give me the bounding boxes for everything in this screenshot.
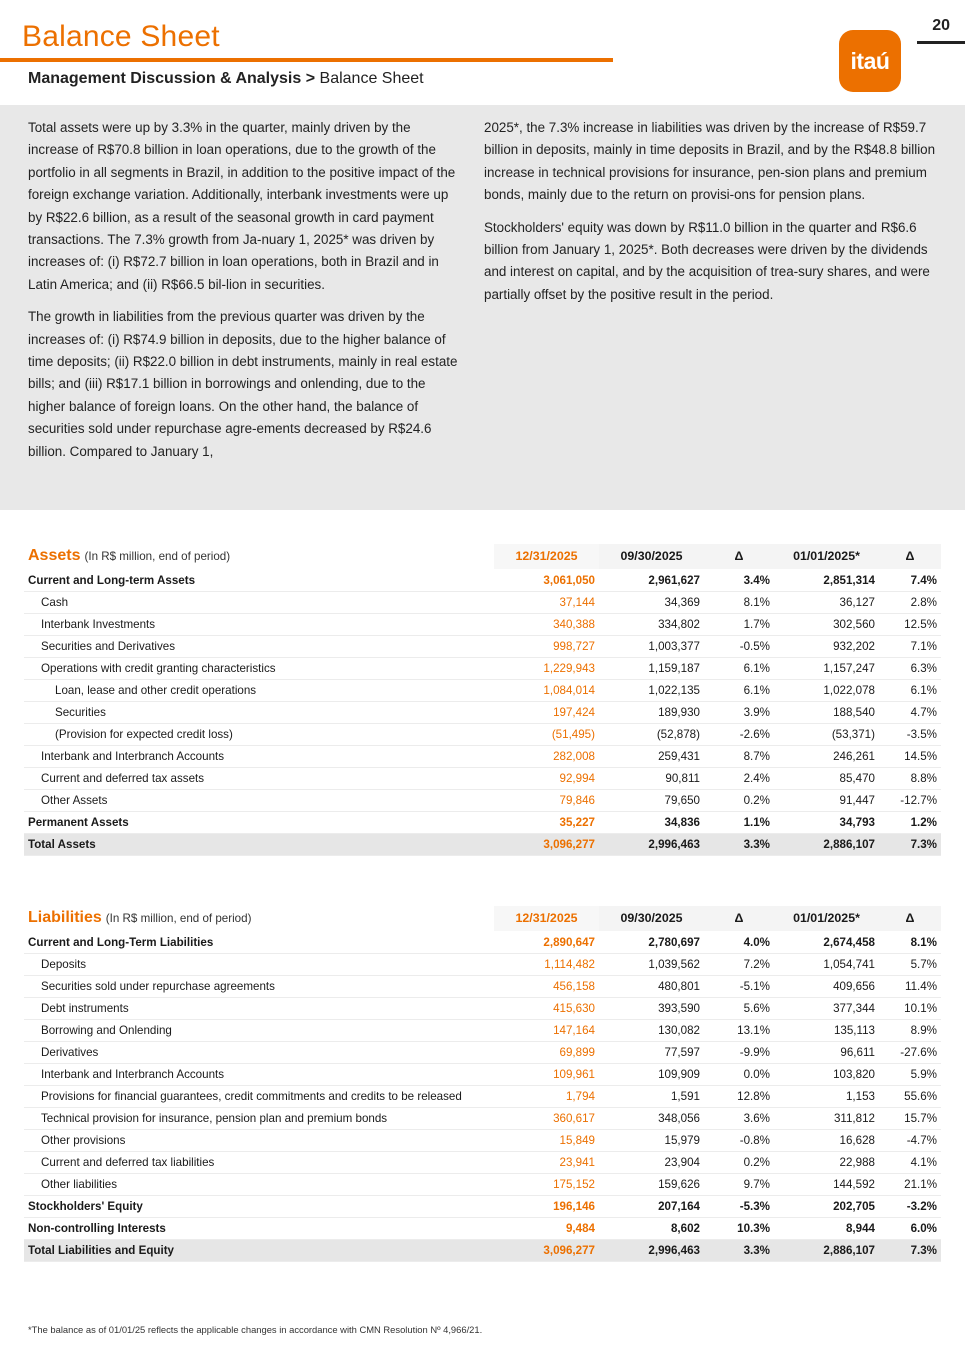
table-row bbox=[24, 767, 941, 789]
value-cell: 7.3% bbox=[879, 1239, 941, 1261]
value-cell: -0.5% bbox=[704, 635, 774, 657]
assets-table bbox=[24, 544, 941, 856]
value-cell: 259,431 bbox=[599, 745, 704, 767]
row-label: Non-controlling Interests bbox=[24, 1217, 494, 1239]
table-title-cell bbox=[24, 544, 494, 569]
value-cell: 0.0% bbox=[704, 1063, 774, 1085]
table-row bbox=[24, 997, 941, 1019]
table-header-row bbox=[24, 906, 941, 931]
value-cell: 91,447 bbox=[774, 789, 879, 811]
value-cell: 2,674,458 bbox=[774, 931, 879, 953]
row-label: Other liabilities bbox=[24, 1173, 494, 1195]
value-cell: 3.6% bbox=[704, 1107, 774, 1129]
table-row bbox=[24, 1107, 941, 1129]
table-row bbox=[24, 613, 941, 635]
value-cell: 334,802 bbox=[599, 613, 704, 635]
paragraph: The growth in liabilities from the previous quarter was driven by the increases of: (i) R$74.9 billion in deposits, due to the higher balance of time deposits; (ii) R$22.0 billion in debt instruments, mainly in real estate bills; and (iii) R$17.1 billion in borrowings and onlending, due to the higher balance of foreign loans. On the other hand, the balance of securities sold under repurchase agre-ements decreased by R$24.6 billion. Compared to January 1, bbox=[28, 309, 458, 459]
value-cell: 1,591 bbox=[599, 1085, 704, 1107]
row-label: Securities bbox=[24, 701, 494, 723]
value-cell: 109,909 bbox=[599, 1063, 704, 1085]
value-cell: 207,164 bbox=[599, 1195, 704, 1217]
row-label: Permanent Assets bbox=[24, 811, 494, 833]
column-header: 12/31/2025 bbox=[494, 906, 599, 931]
value-cell: 55.6% bbox=[879, 1085, 941, 1107]
value-cell: 79,846 bbox=[494, 789, 599, 811]
value-cell: 8.1% bbox=[879, 931, 941, 953]
row-label: Provisions for financial guarantees, credit commitments and credits to be released bbox=[24, 1085, 494, 1107]
column-header: Δ bbox=[704, 544, 774, 569]
table-row bbox=[24, 635, 941, 657]
column-header: Δ bbox=[879, 544, 941, 569]
value-cell: 10.3% bbox=[704, 1217, 774, 1239]
value-cell: 2,851,314 bbox=[774, 569, 879, 591]
value-cell: 23,904 bbox=[599, 1151, 704, 1173]
value-cell: 37,144 bbox=[494, 591, 599, 613]
row-label: Technical provision for insurance, pension plan and premium bonds bbox=[24, 1107, 494, 1129]
value-cell: 34,793 bbox=[774, 811, 879, 833]
paragraph: 2025*, the 7.3% increase in liabilities was driven by the increase of R$59.7 billion in deposits, mainly in time deposits in Brazil, and by the R$48.8 billion increase in technical provisions for insurance, pen-sion plans and premium bonds, mainly due to the return on provisi-ons for pension plans. bbox=[484, 120, 936, 203]
value-cell: 15,979 bbox=[599, 1129, 704, 1151]
value-cell: 36,127 bbox=[774, 591, 879, 613]
column-header: 12/31/2025 bbox=[494, 544, 599, 569]
paragraph: Total assets were up by 3.3% in the quarter, mainly driven by the increase of R$70.8 billion in loan operations, due to the growth of the portfolio in all segments in Brazil, in addition to the positive impact of the foreign exchange variation. Additionally, interbank investments were up by R$22.6 billion, as a result of the seasonal growth in card payment transactions. The 7.3% growth from Ja-nuary 1, 2025* was driven by increases of: (i) R$72.7 billion in loan operations, both in Brazil and in Latin America; and (ii) R$66.5 bil-lion in securities. bbox=[28, 120, 456, 292]
table-row bbox=[24, 701, 941, 723]
value-cell: 9,484 bbox=[494, 1217, 599, 1239]
row-label: Current and deferred tax assets bbox=[24, 767, 494, 789]
value-cell: 7.4% bbox=[879, 569, 941, 591]
value-cell: -27.6% bbox=[879, 1041, 941, 1063]
value-cell: 135,113 bbox=[774, 1019, 879, 1041]
value-cell: 175,152 bbox=[494, 1173, 599, 1195]
value-cell: 9.7% bbox=[704, 1173, 774, 1195]
value-cell: 2,961,627 bbox=[599, 569, 704, 591]
value-cell: 3.4% bbox=[704, 569, 774, 591]
value-cell: 2,780,697 bbox=[599, 931, 704, 953]
value-cell: 6.1% bbox=[704, 679, 774, 701]
column-header: 01/01/2025* bbox=[774, 906, 879, 931]
value-cell: 3,061,050 bbox=[494, 569, 599, 591]
row-label: (Provision for expected credit loss) bbox=[24, 723, 494, 745]
value-cell: 6.1% bbox=[879, 679, 941, 701]
page-title: Balance Sheet bbox=[22, 20, 220, 53]
value-cell: 5.9% bbox=[879, 1063, 941, 1085]
value-cell: 3.3% bbox=[704, 833, 774, 855]
table-row bbox=[24, 1063, 941, 1085]
value-cell: 96,611 bbox=[774, 1041, 879, 1063]
value-cell: 0.2% bbox=[704, 1151, 774, 1173]
paragraph: Stockholders' equity was down by R$11.0 billion in the quarter and R$6.6 billion from January 1, 2025*. Both decreases were driven by the dividends and interest on capital, and by the acquisition of trea-sury shares, and were partially offset by the positive result in the period. bbox=[484, 219, 930, 302]
liabilities-table bbox=[24, 906, 941, 1262]
value-cell: 3,096,277 bbox=[494, 833, 599, 855]
value-cell: 8.1% bbox=[704, 591, 774, 613]
value-cell: 409,656 bbox=[774, 975, 879, 997]
table-row bbox=[24, 975, 941, 997]
value-cell: 393,590 bbox=[599, 997, 704, 1019]
value-cell: 480,801 bbox=[599, 975, 704, 997]
value-cell: 22,988 bbox=[774, 1151, 879, 1173]
commentary-left-column bbox=[28, 117, 460, 473]
table-row bbox=[24, 679, 941, 701]
row-label: Cash bbox=[24, 591, 494, 613]
row-label: Current and Long-term Assets bbox=[24, 569, 494, 591]
column-header: 09/30/2025 bbox=[599, 906, 704, 931]
value-cell: 998,727 bbox=[494, 635, 599, 657]
table-row bbox=[24, 789, 941, 811]
value-cell: 109,961 bbox=[494, 1063, 599, 1085]
value-cell: 23,941 bbox=[494, 1151, 599, 1173]
value-cell: 189,930 bbox=[599, 701, 704, 723]
value-cell: 85,470 bbox=[774, 767, 879, 789]
table-row bbox=[24, 1239, 941, 1261]
value-cell: 1,157,247 bbox=[774, 657, 879, 679]
value-cell: 1,039,562 bbox=[599, 953, 704, 975]
table-row bbox=[24, 657, 941, 679]
value-cell: 15.7% bbox=[879, 1107, 941, 1129]
row-label: Interbank and Interbranch Accounts bbox=[24, 1063, 494, 1085]
value-cell: 311,812 bbox=[774, 1107, 879, 1129]
section-title: Liabilities bbox=[28, 909, 102, 927]
row-label: Loan, lease and other credit operations bbox=[24, 679, 494, 701]
value-cell: 1,022,078 bbox=[774, 679, 879, 701]
page-number-underline bbox=[917, 41, 965, 44]
value-cell: 34,369 bbox=[599, 591, 704, 613]
row-label: Total Assets bbox=[24, 833, 494, 855]
value-cell: 196,146 bbox=[494, 1195, 599, 1217]
value-cell: -3.2% bbox=[879, 1195, 941, 1217]
value-cell: 1,022,135 bbox=[599, 679, 704, 701]
table-row bbox=[24, 953, 941, 975]
row-label: Deposits bbox=[24, 953, 494, 975]
value-cell: 79,650 bbox=[599, 789, 704, 811]
value-cell: 932,202 bbox=[774, 635, 879, 657]
value-cell: -4.7% bbox=[879, 1129, 941, 1151]
value-cell: 188,540 bbox=[774, 701, 879, 723]
value-cell: 2,886,107 bbox=[774, 833, 879, 855]
row-label: Interbank Investments bbox=[24, 613, 494, 635]
section-title: Assets bbox=[28, 547, 81, 565]
table-row bbox=[24, 569, 941, 591]
value-cell: -2.6% bbox=[704, 723, 774, 745]
table-row bbox=[24, 591, 941, 613]
value-cell: (52,878) bbox=[599, 723, 704, 745]
row-label: Other Assets bbox=[24, 789, 494, 811]
row-label: Borrowing and Onlending bbox=[24, 1019, 494, 1041]
table-row bbox=[24, 1151, 941, 1173]
value-cell: -5.1% bbox=[704, 975, 774, 997]
value-cell: 1,229,943 bbox=[494, 657, 599, 679]
breadcrumb-separator: > bbox=[305, 70, 316, 87]
itau-logo-icon: itaú bbox=[839, 30, 901, 92]
table-row bbox=[24, 1173, 941, 1195]
value-cell: 16,628 bbox=[774, 1129, 879, 1151]
value-cell: 12.8% bbox=[704, 1085, 774, 1107]
value-cell: 1.1% bbox=[704, 811, 774, 833]
commentary-panel bbox=[0, 105, 965, 510]
value-cell: 6.0% bbox=[879, 1217, 941, 1239]
value-cell: 35,227 bbox=[494, 811, 599, 833]
value-cell: 2.8% bbox=[879, 591, 941, 613]
value-cell: 15,849 bbox=[494, 1129, 599, 1151]
table-row bbox=[24, 1217, 941, 1239]
table-row bbox=[24, 745, 941, 767]
value-cell: 1,084,014 bbox=[494, 679, 599, 701]
value-cell: -9.9% bbox=[704, 1041, 774, 1063]
value-cell: 7.1% bbox=[879, 635, 941, 657]
value-cell: 456,158 bbox=[494, 975, 599, 997]
value-cell: 2,996,463 bbox=[599, 1239, 704, 1261]
breadcrumb-section: Management Discussion & Analysis bbox=[28, 70, 302, 87]
value-cell: 8.7% bbox=[704, 745, 774, 767]
table-row bbox=[24, 723, 941, 745]
value-cell: 340,388 bbox=[494, 613, 599, 635]
value-cell: 14.5% bbox=[879, 745, 941, 767]
table-row bbox=[24, 833, 941, 855]
value-cell: 3.9% bbox=[704, 701, 774, 723]
section-unit-note: (In R$ million, end of period) bbox=[84, 550, 231, 564]
row-label: Interbank and Interbranch Accounts bbox=[24, 745, 494, 767]
value-cell: 10.1% bbox=[879, 997, 941, 1019]
value-cell: 246,261 bbox=[774, 745, 879, 767]
value-cell: 1,153 bbox=[774, 1085, 879, 1107]
value-cell: 2.4% bbox=[704, 767, 774, 789]
value-cell: 90,811 bbox=[599, 767, 704, 789]
breadcrumb-page: Balance Sheet bbox=[319, 70, 424, 87]
value-cell: 11.4% bbox=[879, 975, 941, 997]
row-label: Total Liabilities and Equity bbox=[24, 1239, 494, 1261]
footnote: *The balance as of 01/01/25 reflects the applicable changes in accordance with CMN Resolution Nº 4,966/21. bbox=[28, 1324, 483, 1335]
value-cell: 144,592 bbox=[774, 1173, 879, 1195]
value-cell: 2,886,107 bbox=[774, 1239, 879, 1261]
value-cell: 8,944 bbox=[774, 1217, 879, 1239]
value-cell: 415,630 bbox=[494, 997, 599, 1019]
value-cell: 1,159,187 bbox=[599, 657, 704, 679]
value-cell: 21.1% bbox=[879, 1173, 941, 1195]
table-row bbox=[24, 1085, 941, 1107]
value-cell: 4.1% bbox=[879, 1151, 941, 1173]
value-cell: 282,008 bbox=[494, 745, 599, 767]
table-title-cell bbox=[24, 906, 494, 931]
value-cell: 1,794 bbox=[494, 1085, 599, 1107]
value-cell: 6.3% bbox=[879, 657, 941, 679]
value-cell: 5.6% bbox=[704, 997, 774, 1019]
value-cell: 7.3% bbox=[879, 833, 941, 855]
value-cell: 103,820 bbox=[774, 1063, 879, 1085]
row-label: Current and Long-Term Liabilities bbox=[24, 931, 494, 953]
value-cell: -3.5% bbox=[879, 723, 941, 745]
value-cell: 69,899 bbox=[494, 1041, 599, 1063]
column-header: Δ bbox=[704, 906, 774, 931]
value-cell: 2,996,463 bbox=[599, 833, 704, 855]
value-cell: 360,617 bbox=[494, 1107, 599, 1129]
value-cell: 1.7% bbox=[704, 613, 774, 635]
value-cell: 0.2% bbox=[704, 789, 774, 811]
value-cell: 159,626 bbox=[599, 1173, 704, 1195]
value-cell: 5.7% bbox=[879, 953, 941, 975]
row-label: Stockholders' Equity bbox=[24, 1195, 494, 1217]
value-cell: 13.1% bbox=[704, 1019, 774, 1041]
value-cell: 147,164 bbox=[494, 1019, 599, 1041]
value-cell: 3.3% bbox=[704, 1239, 774, 1261]
value-cell: 130,082 bbox=[599, 1019, 704, 1041]
value-cell: 8,602 bbox=[599, 1217, 704, 1239]
value-cell: 348,056 bbox=[599, 1107, 704, 1129]
column-header: Δ bbox=[879, 906, 941, 931]
value-cell: 2,890,647 bbox=[494, 931, 599, 953]
value-cell: 92,994 bbox=[494, 767, 599, 789]
value-cell: 34,836 bbox=[599, 811, 704, 833]
breadcrumb bbox=[28, 70, 424, 88]
column-header: 01/01/2025* bbox=[774, 544, 879, 569]
commentary-right-column bbox=[484, 117, 936, 316]
value-cell: 12.5% bbox=[879, 613, 941, 635]
value-cell: 6.1% bbox=[704, 657, 774, 679]
value-cell: 1,114,482 bbox=[494, 953, 599, 975]
value-cell: 202,705 bbox=[774, 1195, 879, 1217]
value-cell: 1,054,741 bbox=[774, 953, 879, 975]
row-label: Derivatives bbox=[24, 1041, 494, 1063]
table-row bbox=[24, 811, 941, 833]
value-cell: -5.3% bbox=[704, 1195, 774, 1217]
value-cell: 197,424 bbox=[494, 701, 599, 723]
value-cell: 1,003,377 bbox=[599, 635, 704, 657]
column-header: 09/30/2025 bbox=[599, 544, 704, 569]
section-unit-note: (In R$ million, end of period) bbox=[105, 912, 252, 926]
value-cell: (53,371) bbox=[774, 723, 879, 745]
row-label: Operations with credit granting characteristics bbox=[24, 657, 494, 679]
table-row bbox=[24, 1129, 941, 1151]
value-cell: -0.8% bbox=[704, 1129, 774, 1151]
value-cell: 3,096,277 bbox=[494, 1239, 599, 1261]
title-underline bbox=[0, 58, 613, 62]
value-cell: (51,495) bbox=[494, 723, 599, 745]
table-row bbox=[24, 931, 941, 953]
value-cell: 377,344 bbox=[774, 997, 879, 1019]
value-cell: 1.2% bbox=[879, 811, 941, 833]
value-cell: 77,597 bbox=[599, 1041, 704, 1063]
row-label: Securities sold under repurchase agreements bbox=[24, 975, 494, 997]
table-header-row bbox=[24, 544, 941, 569]
value-cell: 302,560 bbox=[774, 613, 879, 635]
page-number: 20 bbox=[932, 17, 950, 34]
table-row bbox=[24, 1019, 941, 1041]
row-label: Other provisions bbox=[24, 1129, 494, 1151]
table-row bbox=[24, 1195, 941, 1217]
value-cell: -12.7% bbox=[879, 789, 941, 811]
row-label: Current and deferred tax liabilities bbox=[24, 1151, 494, 1173]
value-cell: 8.9% bbox=[879, 1019, 941, 1041]
row-label: Debt instruments bbox=[24, 997, 494, 1019]
table-row bbox=[24, 1041, 941, 1063]
value-cell: 7.2% bbox=[704, 953, 774, 975]
value-cell: 8.8% bbox=[879, 767, 941, 789]
row-label: Securities and Derivatives bbox=[24, 635, 494, 657]
value-cell: 4.0% bbox=[704, 931, 774, 953]
value-cell: 4.7% bbox=[879, 701, 941, 723]
